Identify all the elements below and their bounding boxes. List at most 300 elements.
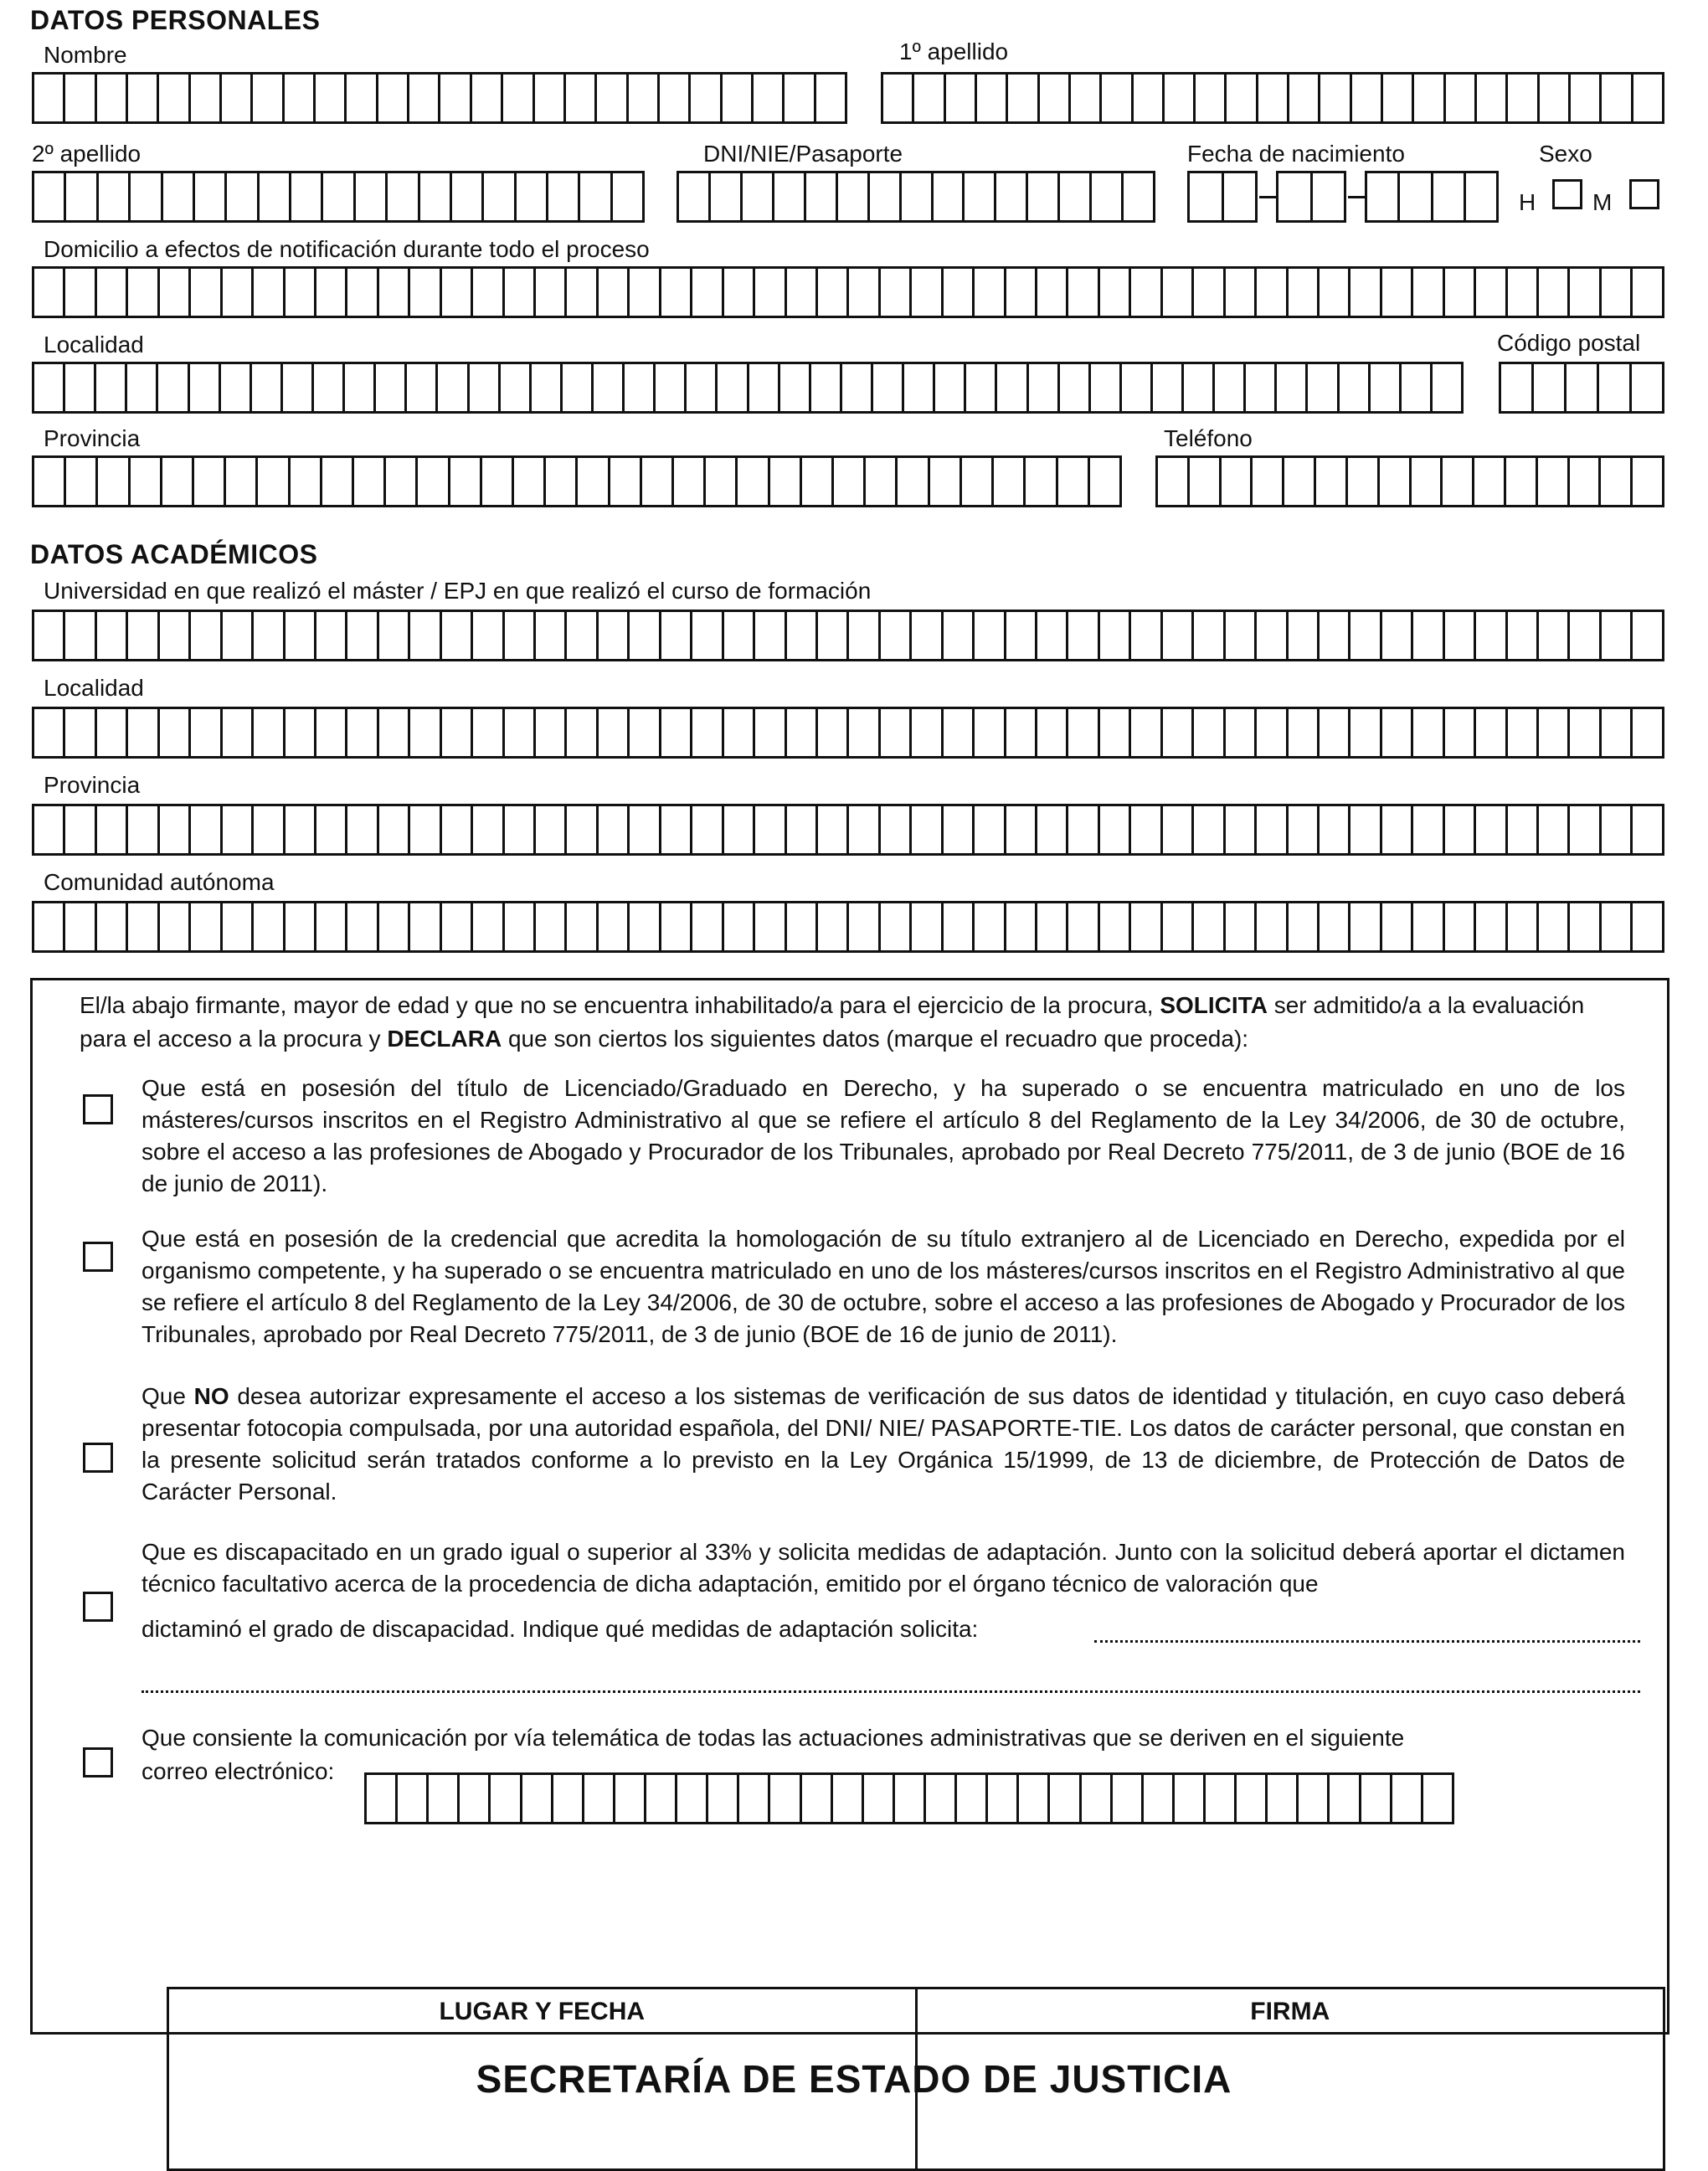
char-box[interactable] <box>838 173 870 220</box>
char-box[interactable] <box>97 806 128 853</box>
char-box[interactable] <box>755 709 786 756</box>
char-box[interactable] <box>881 903 912 950</box>
char-box[interactable] <box>994 458 1026 505</box>
char-box[interactable] <box>1476 709 1507 756</box>
input-email[interactable] <box>364 1772 1454 1824</box>
char-box[interactable] <box>347 612 378 659</box>
char-box[interactable] <box>418 458 450 505</box>
char-box[interactable] <box>34 364 65 411</box>
char-box[interactable] <box>584 1775 615 1822</box>
char-box[interactable] <box>484 173 516 220</box>
char-box[interactable] <box>473 903 504 950</box>
adaptation-dotted-line-2[interactable] <box>141 1690 1640 1693</box>
char-box[interactable] <box>629 75 660 121</box>
char-box[interactable] <box>567 269 598 316</box>
char-box[interactable] <box>1008 75 1039 121</box>
char-box[interactable] <box>260 173 291 220</box>
char-box[interactable] <box>630 269 661 316</box>
char-box[interactable] <box>866 458 898 505</box>
char-box[interactable] <box>503 75 534 121</box>
char-box[interactable] <box>429 1775 460 1822</box>
char-box[interactable] <box>160 269 191 316</box>
char-box[interactable] <box>1131 903 1162 950</box>
char-box[interactable] <box>388 173 419 220</box>
char-box[interactable] <box>1026 458 1057 505</box>
char-box[interactable] <box>195 173 227 220</box>
char-box[interactable] <box>944 269 975 316</box>
char-box[interactable] <box>379 709 410 756</box>
char-box[interactable] <box>131 458 162 505</box>
char-box[interactable] <box>1382 709 1413 756</box>
char-box[interactable] <box>376 364 407 411</box>
char-box[interactable] <box>291 173 323 220</box>
char-box[interactable] <box>1320 75 1351 121</box>
char-box[interactable] <box>254 806 285 853</box>
char-box[interactable] <box>323 173 355 220</box>
char-box[interactable] <box>546 458 578 505</box>
char-box[interactable] <box>223 269 254 316</box>
char-box[interactable] <box>1538 458 1570 505</box>
char-box[interactable] <box>410 612 441 659</box>
char-box[interactable] <box>1131 806 1162 853</box>
char-box[interactable] <box>1348 458 1380 505</box>
char-box[interactable] <box>679 173 711 220</box>
char-box[interactable] <box>314 364 345 411</box>
char-box[interactable] <box>65 612 96 659</box>
char-box[interactable] <box>914 75 945 121</box>
char-box[interactable] <box>1100 709 1131 756</box>
char-box[interactable] <box>473 269 504 316</box>
char-box[interactable] <box>802 458 834 505</box>
char-box[interactable] <box>1570 903 1601 950</box>
char-box[interactable] <box>1058 458 1090 505</box>
char-box[interactable] <box>944 903 975 950</box>
char-box[interactable] <box>536 612 567 659</box>
char-box[interactable] <box>473 709 504 756</box>
char-box[interactable] <box>599 709 630 756</box>
char-box[interactable] <box>194 458 226 505</box>
char-box[interactable] <box>1092 173 1124 220</box>
char-box[interactable] <box>99 173 131 220</box>
char-box[interactable] <box>692 709 723 756</box>
char-box[interactable] <box>615 1775 646 1822</box>
char-box[interactable] <box>926 1775 957 1822</box>
char-box[interactable] <box>1380 458 1412 505</box>
char-box[interactable] <box>724 612 755 659</box>
char-box[interactable] <box>1382 269 1413 316</box>
char-box[interactable] <box>379 612 410 659</box>
char-box[interactable] <box>692 903 723 950</box>
char-box[interactable] <box>128 612 159 659</box>
char-box[interactable] <box>881 806 912 853</box>
char-box[interactable] <box>452 173 484 220</box>
char-box[interactable] <box>563 364 594 411</box>
char-box[interactable] <box>912 709 943 756</box>
char-box[interactable] <box>1040 75 1071 121</box>
checkbox-sexo-h[interactable] <box>1552 179 1582 209</box>
char-box[interactable] <box>536 903 567 950</box>
char-box[interactable] <box>505 269 536 316</box>
char-box[interactable] <box>833 1775 864 1822</box>
char-box[interactable] <box>818 612 849 659</box>
char-box[interactable] <box>975 709 1006 756</box>
char-box[interactable] <box>97 269 128 316</box>
char-box[interactable] <box>1257 806 1288 853</box>
char-box[interactable] <box>1257 612 1288 659</box>
char-box[interactable] <box>849 709 880 756</box>
char-box[interactable] <box>818 806 849 853</box>
char-box[interactable] <box>1257 903 1288 950</box>
char-box[interactable] <box>160 612 191 659</box>
char-box[interactable] <box>97 709 128 756</box>
char-box[interactable] <box>1508 806 1539 853</box>
char-box[interactable] <box>567 903 598 950</box>
char-box[interactable] <box>656 364 687 411</box>
char-box[interactable] <box>912 269 943 316</box>
char-box[interactable] <box>1175 1775 1206 1822</box>
char-box[interactable] <box>1466 173 1496 220</box>
char-box[interactable] <box>977 75 1008 121</box>
char-box[interactable] <box>864 1775 895 1822</box>
char-box[interactable] <box>1320 806 1350 853</box>
char-box[interactable] <box>223 806 254 853</box>
char-box[interactable] <box>291 458 322 505</box>
char-box[interactable] <box>599 806 630 853</box>
char-box[interactable] <box>286 709 316 756</box>
char-box[interactable] <box>1237 1775 1268 1822</box>
char-box[interactable] <box>1476 269 1507 316</box>
char-box[interactable] <box>1226 612 1257 659</box>
char-box[interactable] <box>1068 806 1099 853</box>
char-box[interactable] <box>1570 709 1601 756</box>
char-box[interactable] <box>1350 903 1381 950</box>
char-box[interactable] <box>532 364 563 411</box>
char-box[interactable] <box>191 612 222 659</box>
char-box[interactable] <box>347 269 378 316</box>
char-box[interactable] <box>160 806 191 853</box>
char-box[interactable] <box>708 1775 739 1822</box>
char-box[interactable] <box>1006 709 1037 756</box>
char-box[interactable] <box>322 458 354 505</box>
char-box[interactable] <box>34 75 65 121</box>
char-box[interactable] <box>131 173 162 220</box>
char-box[interactable] <box>1477 75 1508 121</box>
char-box[interactable] <box>749 364 780 411</box>
char-box[interactable] <box>1508 612 1539 659</box>
char-box[interactable] <box>442 903 473 950</box>
char-box[interactable] <box>934 173 965 220</box>
char-box[interactable] <box>944 709 975 756</box>
char-box[interactable] <box>1413 806 1444 853</box>
char-box[interactable] <box>691 75 722 121</box>
input-dni[interactable] <box>677 171 1155 223</box>
char-box[interactable] <box>1602 903 1633 950</box>
char-box[interactable] <box>386 458 418 505</box>
char-box[interactable] <box>738 458 769 505</box>
char-box[interactable] <box>190 364 221 411</box>
char-box[interactable] <box>1190 173 1224 220</box>
char-box[interactable] <box>482 458 514 505</box>
char-box[interactable] <box>1194 709 1225 756</box>
char-box[interactable] <box>34 269 65 316</box>
char-box[interactable] <box>613 173 642 220</box>
char-box[interactable] <box>787 709 818 756</box>
char-box[interactable] <box>66 458 98 505</box>
char-box[interactable] <box>1258 75 1289 121</box>
char-box[interactable] <box>946 75 977 121</box>
char-box[interactable] <box>1571 75 1602 121</box>
char-box[interactable] <box>1506 458 1538 505</box>
char-box[interactable] <box>787 806 818 853</box>
char-box[interactable] <box>1226 903 1257 950</box>
char-box[interactable] <box>1633 612 1661 659</box>
char-box[interactable] <box>1227 75 1258 121</box>
char-box[interactable] <box>1602 709 1633 756</box>
char-box[interactable] <box>578 458 610 505</box>
char-box[interactable] <box>1215 364 1246 411</box>
char-box[interactable] <box>1570 269 1601 316</box>
char-box[interactable] <box>1268 1775 1299 1822</box>
char-box[interactable] <box>1163 612 1194 659</box>
char-box[interactable] <box>65 75 96 121</box>
char-box[interactable] <box>553 1775 584 1822</box>
char-box[interactable] <box>842 364 873 411</box>
char-box[interactable] <box>1632 364 1662 411</box>
char-box[interactable] <box>597 75 628 121</box>
char-box[interactable] <box>930 458 962 505</box>
char-box[interactable] <box>580 173 612 220</box>
char-box[interactable] <box>849 806 880 853</box>
char-box[interactable] <box>625 364 656 411</box>
char-box[interactable] <box>1445 709 1476 756</box>
char-box[interactable] <box>975 903 1006 950</box>
char-box[interactable] <box>347 903 378 950</box>
char-box[interactable] <box>1131 612 1162 659</box>
char-box[interactable] <box>1131 709 1162 756</box>
char-box[interactable] <box>536 269 567 316</box>
input-nombre[interactable] <box>32 72 847 124</box>
char-box[interactable] <box>316 806 347 853</box>
char-box[interactable] <box>1226 709 1257 756</box>
char-box[interactable] <box>1413 903 1444 950</box>
char-box[interactable] <box>1091 364 1122 411</box>
char-box[interactable] <box>410 269 441 316</box>
char-box[interactable] <box>692 806 723 853</box>
checkbox-option-1[interactable] <box>83 1094 113 1124</box>
char-box[interactable] <box>904 364 935 411</box>
char-box[interactable] <box>1476 806 1507 853</box>
char-box[interactable] <box>1330 1775 1361 1822</box>
char-box[interactable] <box>286 806 316 853</box>
char-box[interactable] <box>1476 612 1507 659</box>
char-box[interactable] <box>818 709 849 756</box>
char-box[interactable] <box>1226 806 1257 853</box>
char-box[interactable] <box>522 1775 553 1822</box>
char-box[interactable] <box>1392 1775 1423 1822</box>
char-box[interactable] <box>254 709 285 756</box>
char-box[interactable] <box>1289 75 1320 121</box>
char-box[interactable] <box>1443 458 1474 505</box>
char-box[interactable] <box>1413 612 1444 659</box>
char-box[interactable] <box>1060 173 1092 220</box>
char-box[interactable] <box>966 364 997 411</box>
char-box[interactable] <box>1284 458 1316 505</box>
char-box[interactable] <box>407 364 438 411</box>
char-box[interactable] <box>755 806 786 853</box>
char-box[interactable] <box>780 364 811 411</box>
char-box[interactable] <box>442 269 473 316</box>
char-box[interactable] <box>1028 173 1060 220</box>
char-box[interactable] <box>379 903 410 950</box>
char-box[interactable] <box>34 173 66 220</box>
char-box[interactable] <box>754 75 785 121</box>
char-box[interactable] <box>944 612 975 659</box>
char-box[interactable] <box>1320 612 1350 659</box>
char-box[interactable] <box>674 458 706 505</box>
char-box[interactable] <box>128 903 159 950</box>
char-box[interactable] <box>65 364 96 411</box>
char-box[interactable] <box>1194 612 1225 659</box>
char-box[interactable] <box>1412 458 1443 505</box>
char-box[interactable] <box>1350 806 1381 853</box>
char-box[interactable] <box>1602 75 1633 121</box>
char-box[interactable] <box>1539 612 1570 659</box>
char-box[interactable] <box>1539 709 1570 756</box>
char-box[interactable] <box>881 269 912 316</box>
char-box[interactable] <box>505 612 536 659</box>
char-box[interactable] <box>1289 806 1320 853</box>
char-box[interactable] <box>1257 709 1288 756</box>
char-box[interactable] <box>1068 269 1099 316</box>
char-box[interactable] <box>774 173 806 220</box>
char-box[interactable] <box>159 75 190 121</box>
char-box[interactable] <box>66 173 98 220</box>
char-box[interactable] <box>723 75 754 121</box>
char-box[interactable] <box>398 1775 429 1822</box>
char-box[interactable] <box>957 1775 988 1822</box>
char-box[interactable] <box>1602 806 1633 853</box>
input-apellido1[interactable] <box>881 72 1664 124</box>
char-box[interactable] <box>898 458 929 505</box>
char-box[interactable] <box>1019 1775 1050 1822</box>
char-box[interactable] <box>286 269 316 316</box>
char-box[interactable] <box>1165 75 1196 121</box>
char-box[interactable] <box>223 903 254 950</box>
char-box[interactable] <box>1602 612 1633 659</box>
char-box[interactable] <box>1570 806 1601 853</box>
char-box[interactable] <box>1382 806 1413 853</box>
char-box[interactable] <box>1082 1775 1113 1822</box>
char-box[interactable] <box>802 1775 833 1822</box>
char-box[interactable] <box>1006 269 1037 316</box>
checkbox-option-5[interactable] <box>83 1747 113 1777</box>
char-box[interactable] <box>912 903 943 950</box>
checkbox-option-4[interactable] <box>83 1592 113 1622</box>
char-box[interactable] <box>1050 1775 1081 1822</box>
char-box[interactable] <box>442 709 473 756</box>
char-box[interactable] <box>1633 806 1661 853</box>
char-box[interactable] <box>962 458 994 505</box>
char-box[interactable] <box>191 269 222 316</box>
char-box[interactable] <box>988 1775 1019 1822</box>
char-box[interactable] <box>316 269 347 316</box>
char-box[interactable] <box>630 612 661 659</box>
char-box[interactable] <box>316 709 347 756</box>
char-box[interactable] <box>1100 269 1131 316</box>
char-box[interactable] <box>1413 709 1444 756</box>
char-box[interactable] <box>65 709 96 756</box>
char-box[interactable] <box>316 903 347 950</box>
char-box[interactable] <box>254 612 285 659</box>
char-box[interactable] <box>1124 173 1153 220</box>
char-box[interactable] <box>254 903 285 950</box>
char-box[interactable] <box>770 1775 801 1822</box>
char-box[interactable] <box>536 806 567 853</box>
input-comunidad[interactable] <box>32 901 1664 953</box>
char-box[interactable] <box>1445 269 1476 316</box>
char-box[interactable] <box>1540 75 1571 121</box>
char-box[interactable] <box>97 612 128 659</box>
char-box[interactable] <box>1006 903 1037 950</box>
char-box[interactable] <box>1037 269 1068 316</box>
char-box[interactable] <box>65 903 96 950</box>
char-box[interactable] <box>881 709 912 756</box>
char-box[interactable] <box>1144 1775 1175 1822</box>
char-box[interactable] <box>660 75 691 121</box>
char-box[interactable] <box>1313 173 1345 220</box>
char-box[interactable] <box>163 173 195 220</box>
char-box[interactable] <box>1501 364 1534 411</box>
char-box[interactable] <box>128 75 159 121</box>
char-box[interactable] <box>1539 806 1570 853</box>
char-box[interactable] <box>1633 709 1661 756</box>
char-box[interactable] <box>1068 709 1099 756</box>
char-box[interactable] <box>1194 269 1225 316</box>
char-box[interactable] <box>739 1775 770 1822</box>
char-box[interactable] <box>873 364 904 411</box>
adaptation-dotted-line-1[interactable] <box>1094 1640 1640 1643</box>
char-box[interactable] <box>1037 709 1068 756</box>
char-box[interactable] <box>1400 173 1433 220</box>
char-box[interactable] <box>724 709 755 756</box>
char-box[interactable] <box>536 709 567 756</box>
char-box[interactable] <box>1037 612 1068 659</box>
char-box[interactable] <box>1433 173 1466 220</box>
char-box[interactable] <box>711 173 743 220</box>
char-box[interactable] <box>283 364 314 411</box>
char-box[interactable] <box>420 173 452 220</box>
char-box[interactable] <box>965 173 996 220</box>
char-box[interactable] <box>1222 458 1253 505</box>
char-box[interactable] <box>378 75 409 121</box>
char-box[interactable] <box>1414 75 1445 121</box>
char-box[interactable] <box>442 806 473 853</box>
char-box[interactable] <box>160 709 191 756</box>
char-box[interactable] <box>1320 709 1350 756</box>
char-box[interactable] <box>97 75 128 121</box>
char-box[interactable] <box>787 903 818 950</box>
char-box[interactable] <box>1100 903 1131 950</box>
char-box[interactable] <box>1163 903 1194 950</box>
char-box[interactable] <box>128 269 159 316</box>
char-box[interactable] <box>818 269 849 316</box>
input-domicilio[interactable] <box>32 266 1664 318</box>
char-box[interactable] <box>191 709 222 756</box>
char-box[interactable] <box>1508 709 1539 756</box>
char-box[interactable] <box>1060 364 1091 411</box>
char-box[interactable] <box>98 458 130 505</box>
char-box[interactable] <box>65 806 96 853</box>
